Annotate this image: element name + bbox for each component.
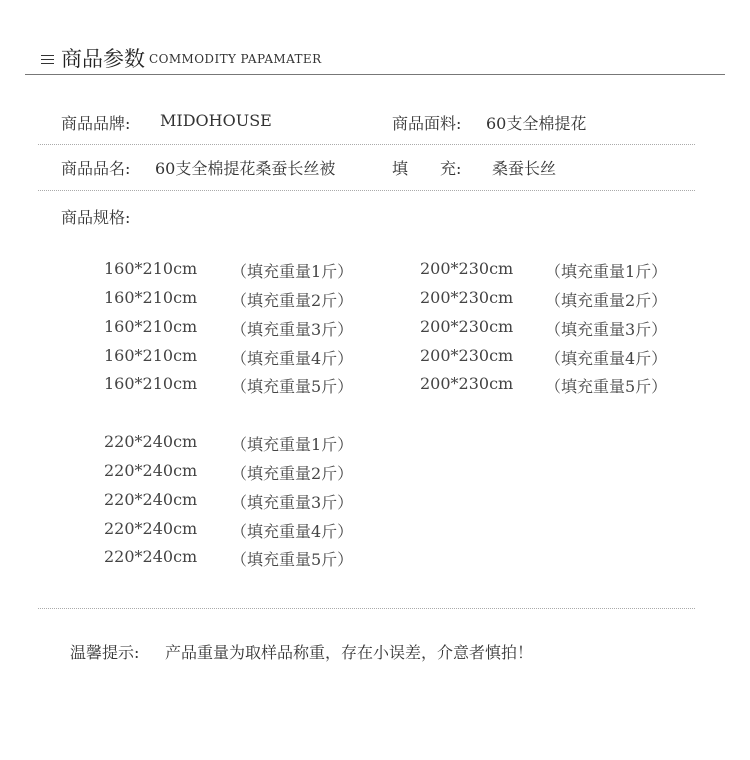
fabric-value: 60支全棉提花 — [486, 114, 587, 133]
spec-fill: （填充重量4斤） — [545, 349, 668, 368]
spec-fill: （填充重量3斤） — [231, 493, 354, 512]
spec-size: 200*230cm — [420, 288, 514, 307]
menu-icon — [41, 55, 54, 64]
spec-size: 220*240cm — [104, 461, 198, 480]
spec-size: 220*240cm — [104, 490, 198, 509]
spec-size: 200*230cm — [420, 346, 514, 365]
spec-size: 220*240cm — [104, 547, 198, 566]
spec-size: 160*210cm — [104, 317, 198, 336]
spec-size: 160*210cm — [104, 346, 198, 365]
tip-label: 温馨提示: — [70, 643, 140, 662]
divider-2 — [38, 190, 695, 191]
spec-size: 220*240cm — [104, 519, 198, 538]
filling-value: 桑蚕长丝 — [492, 159, 557, 178]
spec-size: 220*240cm — [104, 432, 198, 451]
brand-label: 商品品牌: — [61, 114, 131, 133]
spec-fill: （填充重量2斤） — [231, 464, 354, 483]
product-name-value: 60支全棉提花桑蚕长丝被 — [155, 159, 336, 178]
spec-fill: （填充重量2斤） — [231, 291, 354, 310]
spec-fill: （填充重量5斤） — [545, 377, 668, 396]
tip-text: 产品重量为取样品称重，存在小误差，介意者慎拍！ — [165, 643, 534, 662]
spec-size: 200*230cm — [420, 259, 514, 278]
fabric-label: 商品面料: — [392, 114, 462, 133]
spec-fill: （填充重量1斤） — [231, 262, 354, 281]
divider-1 — [38, 144, 695, 145]
spec-label: 商品规格: — [61, 208, 131, 227]
spec-fill: （填充重量4斤） — [231, 349, 354, 368]
divider-3 — [38, 608, 695, 609]
spec-size: 160*210cm — [104, 374, 198, 393]
spec-fill: （填充重量2斤） — [545, 291, 668, 310]
spec-size: 160*210cm — [104, 288, 198, 307]
page-subtitle: COMMODITY PAPAMATER — [149, 52, 322, 66]
spec-fill: （填充重量1斤） — [231, 435, 354, 454]
spec-fill: （填充重量3斤） — [231, 320, 354, 339]
product-name-label: 商品品名: — [61, 159, 131, 178]
spec-size: 200*230cm — [420, 317, 514, 336]
header-divider — [25, 74, 725, 75]
page-title: 商品参数 — [61, 47, 145, 71]
spec-fill: （填充重量3斤） — [545, 320, 668, 339]
spec-size: 160*210cm — [104, 259, 198, 278]
spec-fill: （填充重量5斤） — [231, 377, 354, 396]
brand-value: MIDOHOUSE — [160, 111, 272, 130]
spec-size: 200*230cm — [420, 374, 514, 393]
spec-fill: （填充重量4斤） — [231, 522, 354, 541]
filling-label: 填 充: — [392, 159, 462, 178]
spec-fill: （填充重量5斤） — [231, 550, 354, 569]
spec-fill: （填充重量1斤） — [545, 262, 668, 281]
